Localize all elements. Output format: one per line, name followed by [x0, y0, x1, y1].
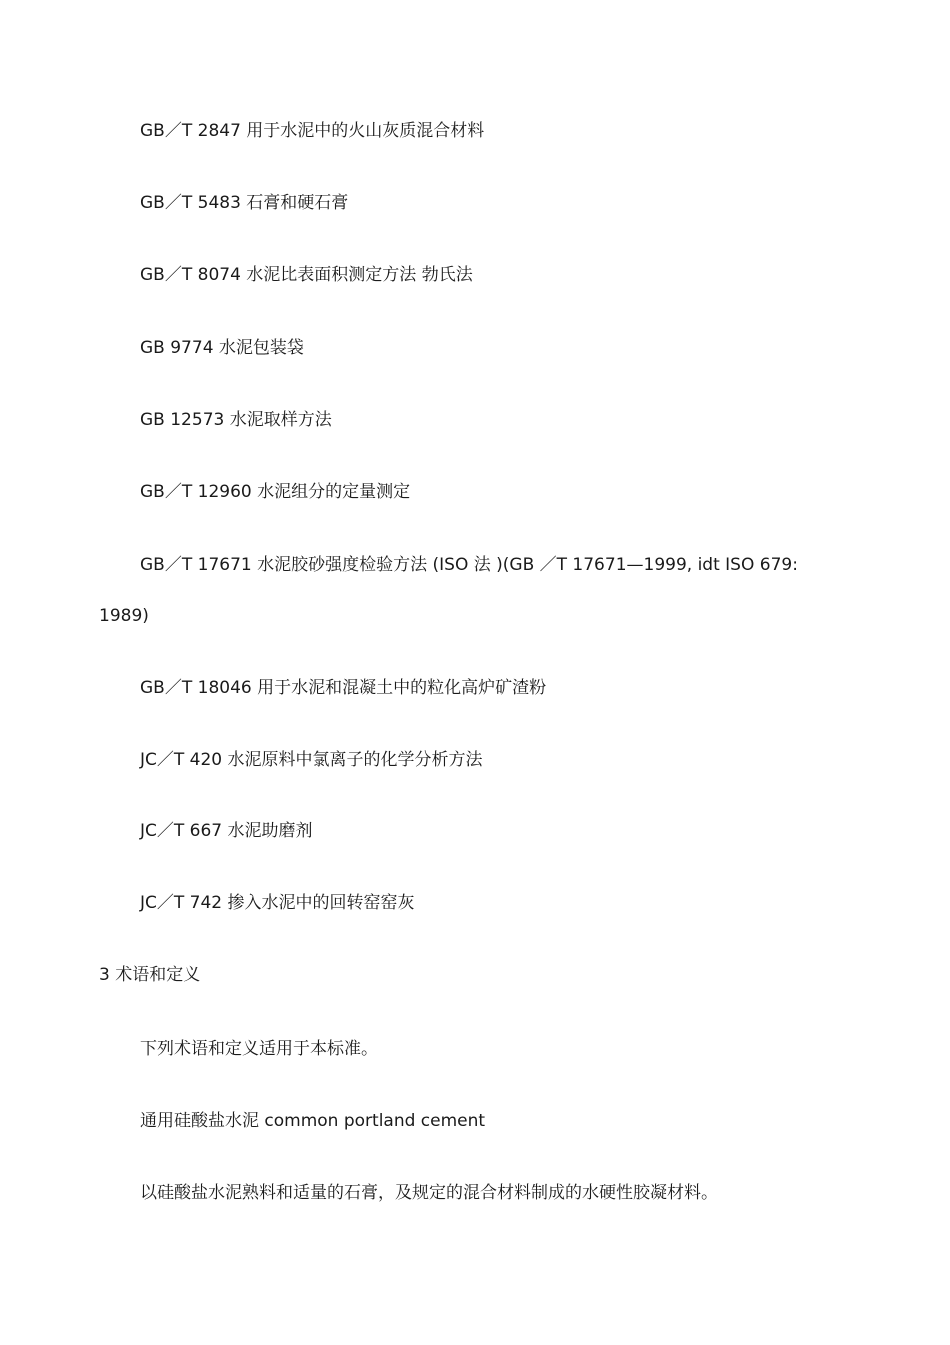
section-heading: 3 术语和定义	[99, 965, 201, 985]
reference-gbt-12960: GB／T 12960 水泥组分的定量测定	[140, 482, 411, 502]
reference-gb-12573: GB 12573 水泥取样方法	[140, 410, 332, 430]
reference-gbt-2847: GB／T 2847 用于水泥中的火山灰质混合材料	[140, 121, 485, 141]
section-intro: 下列术语和定义适用于本标准。	[140, 1039, 378, 1059]
reference-gbt-18046: GB／T 18046 用于水泥和混凝土中的粒化高炉矿渣粉	[140, 678, 547, 698]
reference-gb-9774: GB 9774 水泥包装袋	[140, 338, 304, 358]
reference-gbt-17671-continued: 1989)	[99, 606, 149, 626]
term-title: 通用硅酸盐水泥 common portland cement	[140, 1111, 486, 1131]
reference-gbt-17671: GB／T 17671 水泥胶砂强度检验方法 (ISO 法 )(GB ／T 17671—1999, idt ISO 679:	[140, 555, 798, 575]
reference-jct-667: JC／T 667 水泥助磨剂	[140, 821, 313, 841]
reference-gbt-5483: GB／T 5483 石膏和硬石膏	[140, 193, 349, 213]
reference-jct-420: JC／T 420 水泥原料中氯离子的化学分析方法	[140, 750, 483, 770]
reference-gbt-8074: GB／T 8074 水泥比表面积测定方法 勃氏法	[140, 265, 473, 285]
reference-jct-742: JC／T 742 掺入水泥中的回转窑窑灰	[140, 893, 415, 913]
term-definition: 以硅酸盐水泥熟料和适量的石膏，及规定的混合材料制成的水硬性胶凝材料。	[140, 1183, 718, 1203]
